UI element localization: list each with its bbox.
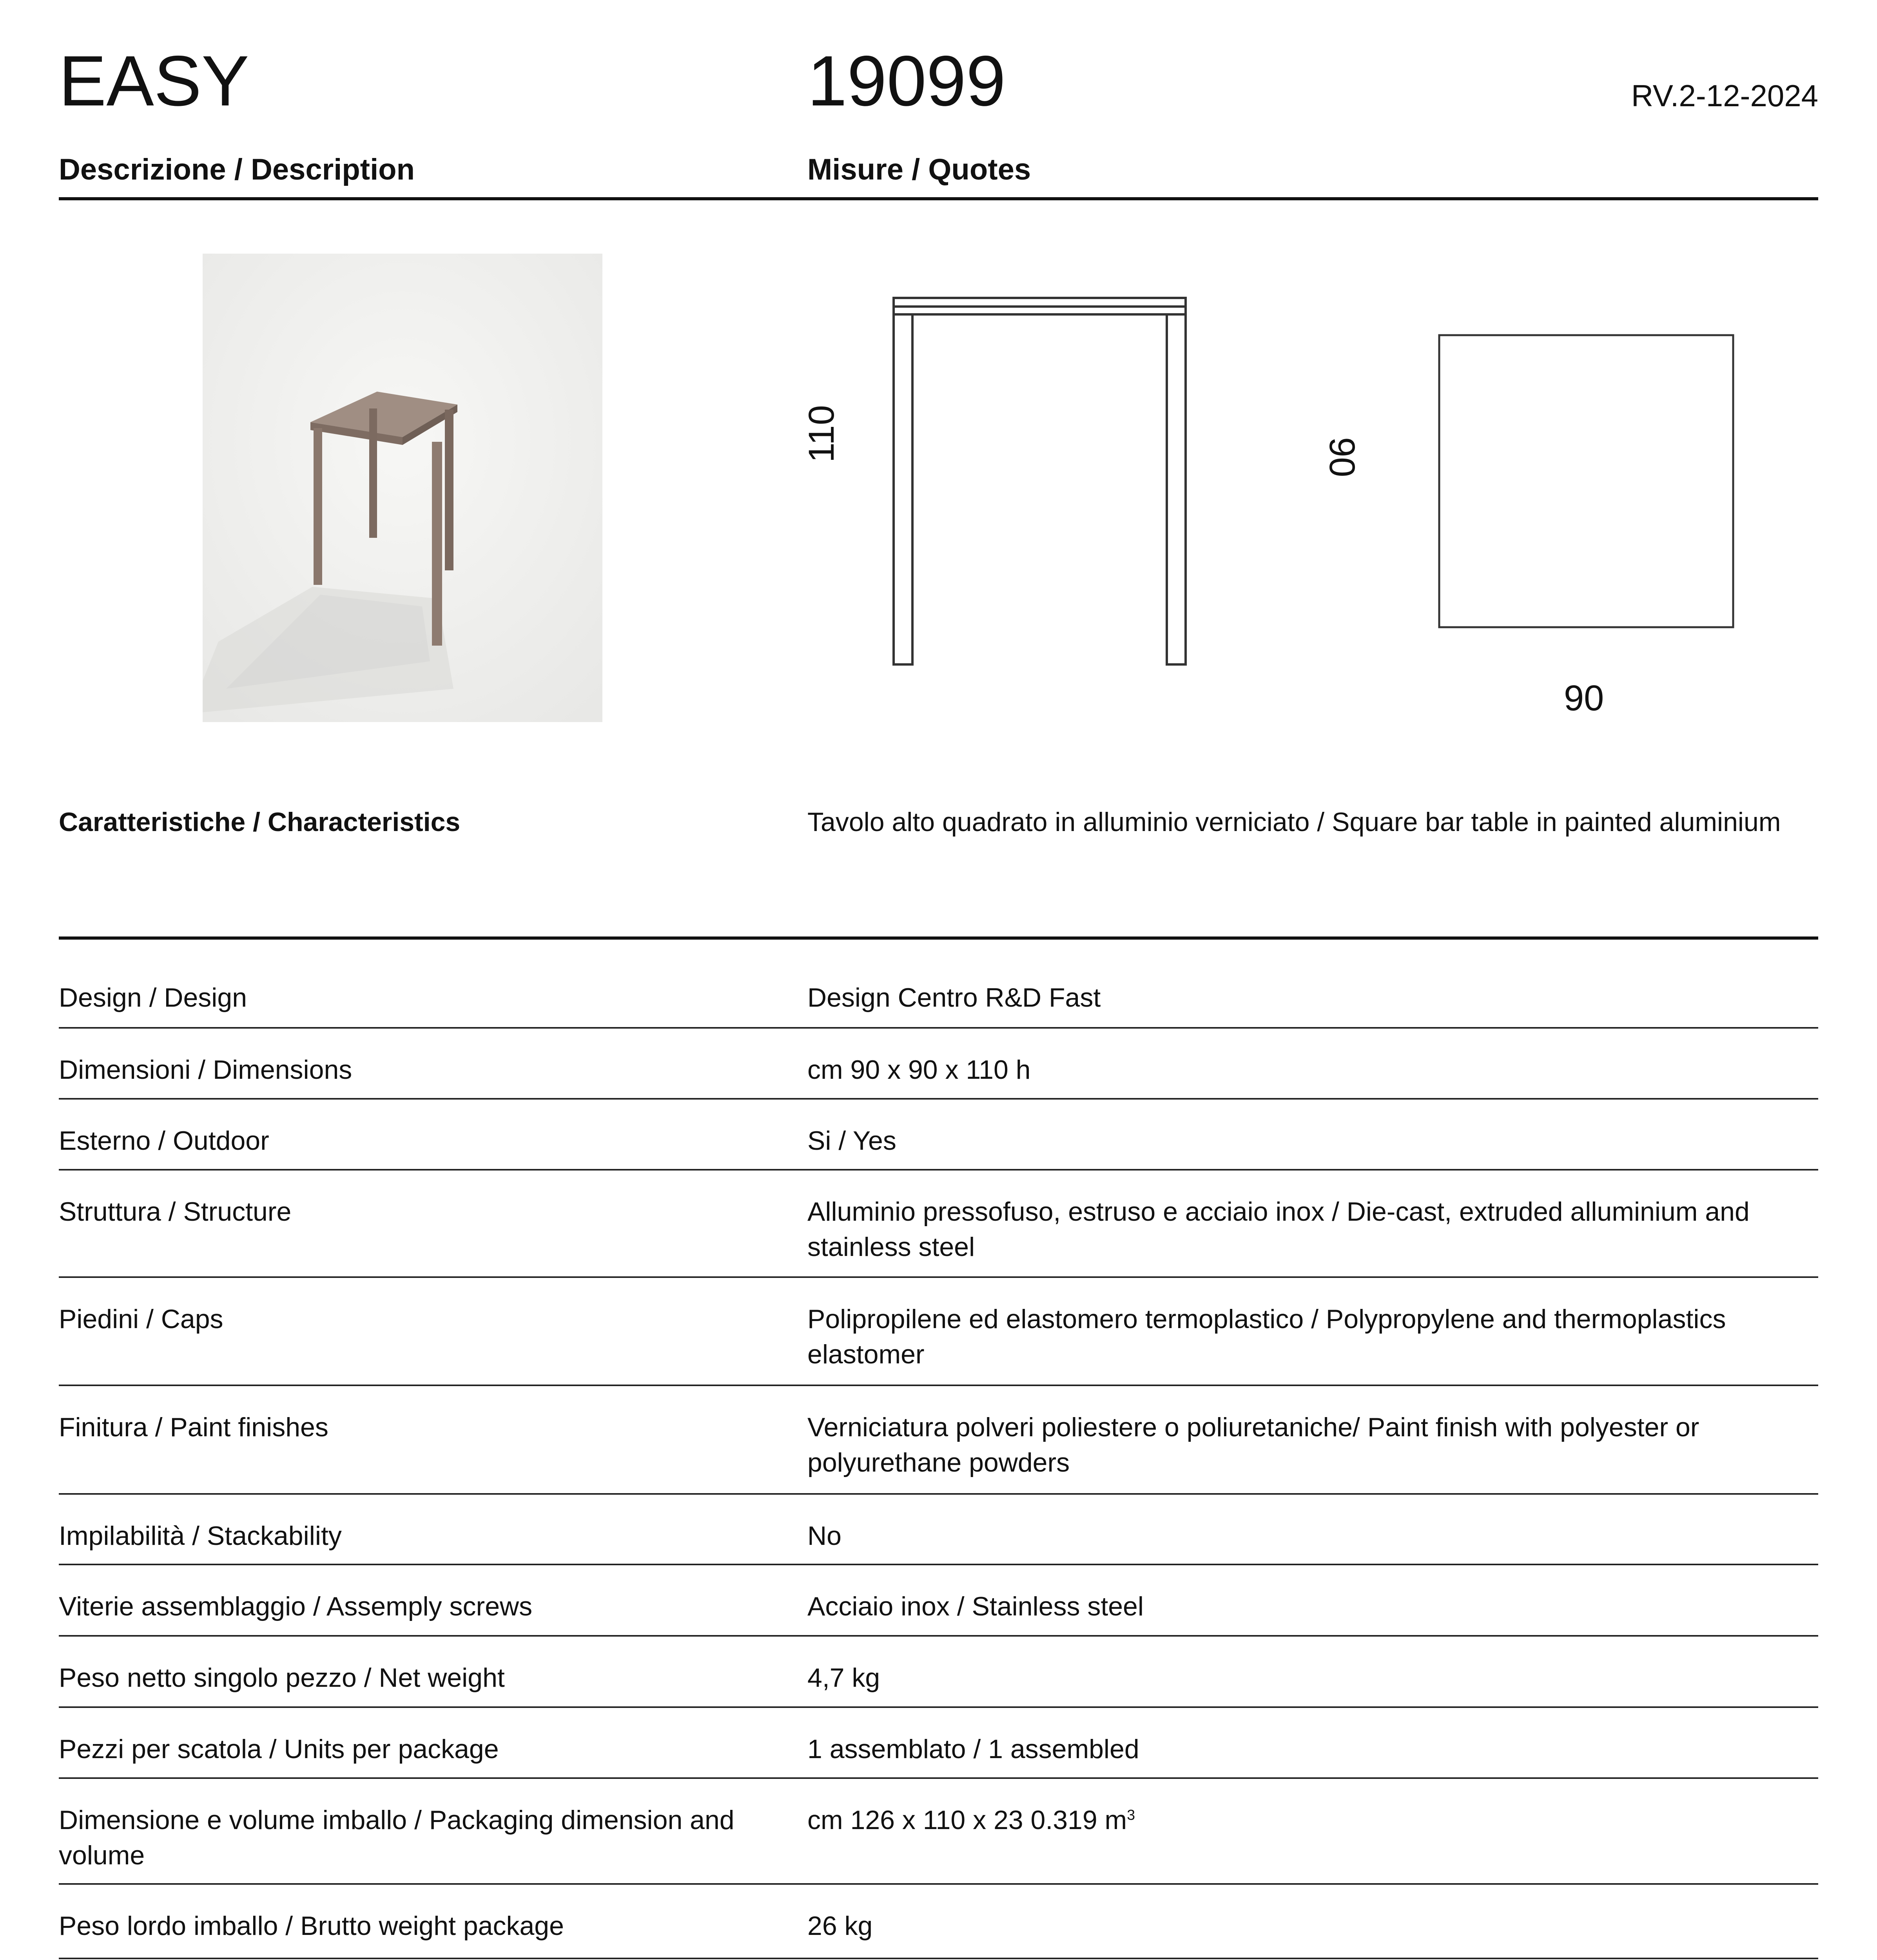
spec-value: 1 assemblato / 1 assembled: [807, 1734, 1139, 1764]
spec-value-text: cm 126 x 110 x 23 0.319 m: [807, 1805, 1127, 1835]
spec-label: Design / Design: [59, 983, 247, 1013]
product-name: EASY: [59, 41, 249, 121]
cubic-superscript: 3: [1127, 1806, 1135, 1823]
dimension-width-label: 90: [1564, 678, 1604, 718]
spec-label: Impilabilità / Stackability: [59, 1521, 342, 1551]
characteristics-label: Caratteristiche / Characteristics: [59, 807, 461, 837]
spec-value: Alluminio pressofuso, estruso e acciaio inox / Die-cast, extruded alluminium and stainless steel: [807, 1197, 1750, 1262]
spec-value: 26 kg: [807, 1911, 873, 1941]
dimension-height-label: 110: [802, 405, 841, 463]
spec-value: Verniciatura polveri poliestere o poliuretaniche/ Paint finish with polyester or polyurethane powders: [807, 1412, 1699, 1478]
section-heading-description: Descrizione / Description: [59, 153, 415, 186]
table-row: [59, 1386, 1818, 1495]
table-row: [59, 1637, 1818, 1708]
table-row: [59, 1565, 1818, 1637]
table-row: [59, 1495, 1818, 1565]
spec-label: Peso lordo imballo / Brutto weight package: [59, 1911, 564, 1941]
spec-label: Piedini / Caps: [59, 1304, 223, 1334]
table-row: [59, 1171, 1818, 1278]
characteristics-divider: [59, 936, 1818, 940]
spec-value: 4,7 kg: [807, 1663, 880, 1693]
header-divider: [59, 197, 1818, 200]
table-row: [59, 1100, 1818, 1171]
characteristics-value: Tavolo alto quadrato in alluminio verniciato / Square bar table in painted aluminium: [807, 807, 1781, 837]
spec-value: No: [807, 1521, 841, 1551]
technical-drawings: [784, 274, 1803, 706]
spec-value: Acciaio inox / Stainless steel: [807, 1592, 1144, 1621]
spec-label: Dimensione e volume imballo / Packaging dimension and volume: [59, 1805, 734, 1871]
dimension-depth-label: 90: [1322, 437, 1362, 477]
section-heading-quotes: Misure / Quotes: [807, 153, 1031, 186]
product-code: 19099: [807, 41, 1006, 121]
spec-label: Peso netto singolo pezzo / Net weight: [59, 1663, 505, 1693]
spec-value: Polipropilene ed elastomero termoplastico / Polypropylene and thermoplastics elastomer: [807, 1304, 1726, 1370]
revision-date: RV.2-12-2024: [1631, 78, 1818, 113]
spec-label: Pezzi per scatola / Units per package: [59, 1734, 499, 1764]
table-row: [59, 1885, 1818, 1959]
table-row: [59, 956, 1818, 1029]
table-row: [59, 1708, 1818, 1779]
spec-value: Si / Yes: [807, 1126, 896, 1156]
spec-label: Struttura / Structure: [59, 1197, 292, 1227]
spec-label: Esterno / Outdoor: [59, 1126, 269, 1156]
table-row: [59, 1278, 1818, 1386]
spec-label: Finitura / Paint finishes: [59, 1412, 328, 1442]
spec-value: Design Centro R&D Fast: [807, 983, 1101, 1013]
table-row: [59, 1779, 1818, 1885]
product-photo: [203, 254, 602, 722]
spec-label: Dimensioni / Dimensions: [59, 1055, 352, 1085]
spec-value: cm 90 x 90 x 110 h: [807, 1055, 1031, 1085]
spec-label: Viterie assemblaggio / Assemply screws: [59, 1592, 533, 1621]
spec-value: [807, 1802, 1811, 1838]
table-row: [59, 1029, 1818, 1100]
